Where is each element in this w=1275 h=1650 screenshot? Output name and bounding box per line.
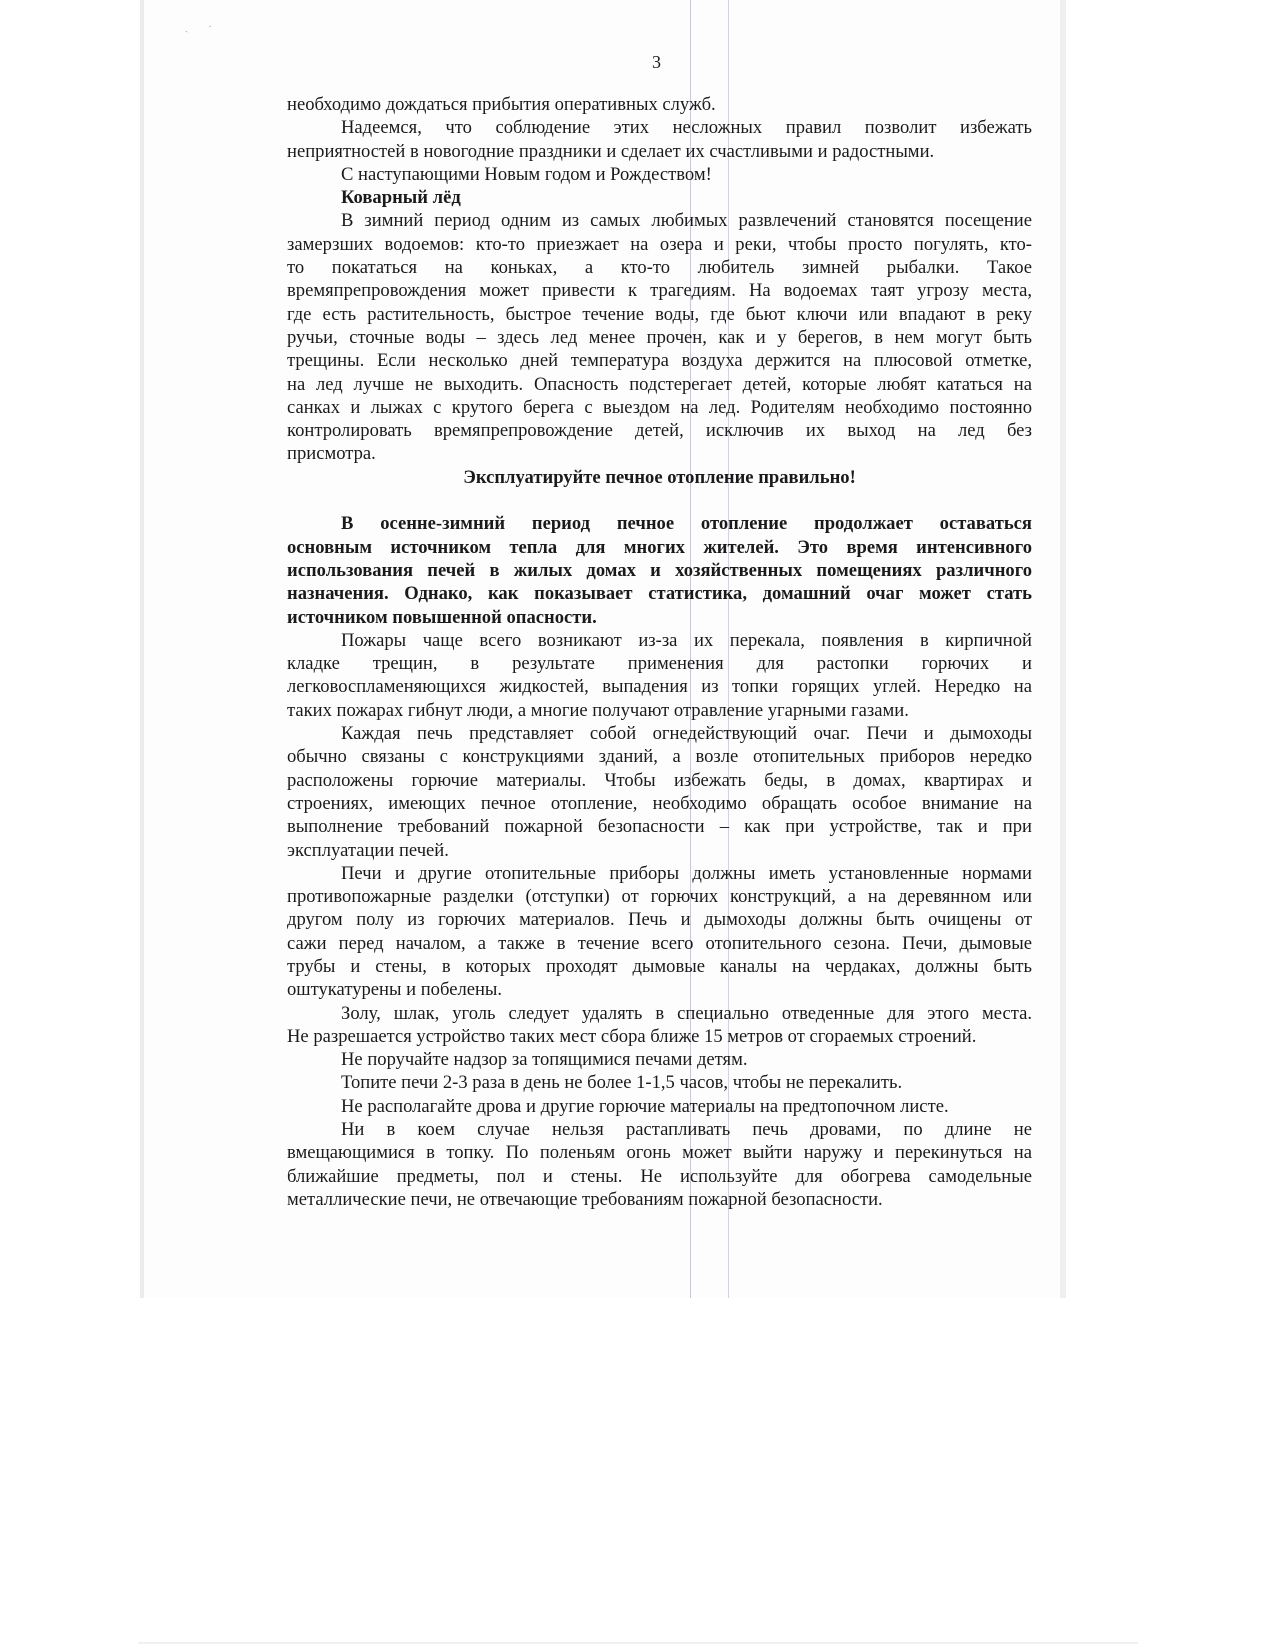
text-line: другом полу из горючих материалов. Печь и дымоходы должны быть очищены от [287, 909, 1032, 931]
text-line: неприятностей в новогодние праздники и сделает их счастливыми и радостными. [287, 140, 935, 162]
text-line: контролировать времяпрепровождение детей, исключив их выход на лед без [287, 420, 1032, 442]
text-line: Коварный лёд [341, 187, 461, 209]
text-line: источником повышенной опасности. [287, 606, 597, 628]
text-line: строениях, имеющих печное отопление, необходимо обращать особое внимание на [287, 792, 1032, 814]
text-line: выполнение требований пожарной безопасности – как при устройстве, так и при [287, 816, 1032, 838]
text-line: металлические печи, не отвечающие требованиям пожарной безопасности. [287, 1188, 883, 1210]
text-line: кладке трещин, в результате применения для растопки горючих и [287, 653, 1032, 675]
text-line: замерзших водоемов: кто-то приезжает на озера и реки, чтобы просто погулять, кто- [287, 233, 1032, 255]
text-line: использования печей в жилых домах и хозяйственных помещениях различного [287, 559, 1032, 581]
text-line: Надеемся, что соблюдение этих несложных правил позволит избежать [341, 117, 1032, 139]
text-line: присмотра. [287, 443, 376, 465]
text-line: ручьи, сточные воды – здесь лед менее прочен, как и у берегов, в нем могут быть [287, 326, 1032, 348]
document-body [287, 93, 1032, 1211]
text-line: времяпрепровождения может привести к трагедиям. На водоемах таят угрозу места, [287, 280, 1032, 302]
paragraph [287, 93, 1032, 116]
text-line: сажи перед началом, а также в течение всего отопительного сезона. Печи, дымовые [287, 932, 1032, 954]
text-line: Пожары чаще всего возникают из-за их перекала, появления в кирпичной [341, 629, 1032, 651]
text-line: на лед лучше не выходить. Опасность подстерегает детей, которые любят кататься на [287, 373, 1032, 395]
paragraph [287, 512, 1032, 628]
text-line: С наступающими Новым годом и Рождеством! [341, 163, 712, 185]
text-line: оштукатурены и побелены. [287, 979, 503, 1001]
page-number: 3 [652, 52, 661, 72]
text-line: эксплуатации печей. [287, 839, 449, 861]
paragraph [287, 862, 1032, 1002]
text-line: обычно связаны с конструкциями зданий, а возле отопительных приборов нередко [287, 746, 1032, 768]
text-line: легковоспламеняющихся жидкостей, выпадения из топки горящих углей. Нередко на [287, 676, 1032, 698]
text-line: основным источником тепла для многих жителей. Это время интенсивного [287, 536, 1032, 558]
paragraph [287, 1095, 1032, 1118]
text-line: санках и лыжах с крутого берега с выездом на лед. Родителям необходимо постоянно [287, 396, 1032, 418]
section-heading [287, 186, 1032, 209]
paragraph [287, 1071, 1032, 1094]
text-line: где есть растительность, быстрое течение воды, где бьют ключи или впадают в реку [287, 303, 1032, 325]
text-line: ближайшие предметы, пол и стены. Не используйте для обогрева самодельные [287, 1165, 1032, 1187]
text-line: противопожарные разделки (отступки) от горючих конструкций, а на деревянном или [287, 886, 1032, 908]
text-line: то покататься на коньках, а кто-то любитель зимней рыбалки. Такое [287, 257, 1032, 279]
paragraph [287, 1118, 1032, 1211]
paragraph [287, 722, 1032, 862]
text-line: расположены горючие материалы. Чтобы избежать беды, в домах, квартирах и [287, 769, 1032, 791]
text-line: трубы и стены, в которых проходят дымовые каналы на чердаках, должны быть [287, 955, 1032, 977]
scan-specks: ˎ · [185, 22, 212, 33]
text-line: Каждая печь представляет собой огнедействующий очаг. Печи и дымоходы [341, 723, 1032, 745]
text-line: Печи и другие отопительные приборы должны иметь установленные нормами [341, 862, 1032, 884]
text-line: Ни в коем случае нельзя растапливать печь дровами, по длине не [341, 1119, 1032, 1141]
paragraph [287, 1002, 1032, 1049]
paragraph [287, 1048, 1032, 1071]
text-line: В зимний период одним из самых любимых развлечений становятся посещение [341, 210, 1032, 232]
paragraph [287, 629, 1032, 722]
text-line: вмещающимися в топку. По поленьям огонь может выйти наружу и перекинуться на [287, 1142, 1032, 1164]
text-line: таких пожарах гибнут люди, а многие получают отравление угарными газами. [287, 699, 909, 721]
text-line: необходимо дождаться прибытия оперативных служб. [287, 94, 716, 115]
text-line: трещины. Если несколько дней температура воздуха держится на плюсовой отметке, [287, 350, 1032, 372]
paragraph [287, 163, 1032, 186]
text-line: Не располагайте дрова и другие горючие материалы на предтопочном листе. [341, 1095, 949, 1117]
blank-line [287, 489, 1032, 512]
text-line: Не поручайте надзор за топящимися печами детям. [341, 1049, 748, 1071]
text-line: Не разрешается устройство таких мест сбора ближе 15 метров от сгораемых строений. [287, 1025, 977, 1047]
text-line: Топите печи 2-3 раза в день не более 1-1,5 часов, чтобы не перекалить. [341, 1072, 903, 1094]
text-line: В осенне-зимний период печное отопление продолжает оставаться [341, 513, 1032, 535]
text-line: Золу, шлак, уголь следует удалять в специально отведенные для этого места. [341, 1002, 1032, 1024]
section-heading [287, 466, 1032, 489]
text-line: назначения. Однако, как показывает статистика, домашний очаг может стать [287, 583, 1032, 605]
text-line: Эксплуатируйте печное отопление правильно! [463, 466, 856, 488]
paragraph [287, 209, 1032, 465]
page-edge [138, 1642, 1138, 1644]
paragraph [287, 116, 1032, 163]
